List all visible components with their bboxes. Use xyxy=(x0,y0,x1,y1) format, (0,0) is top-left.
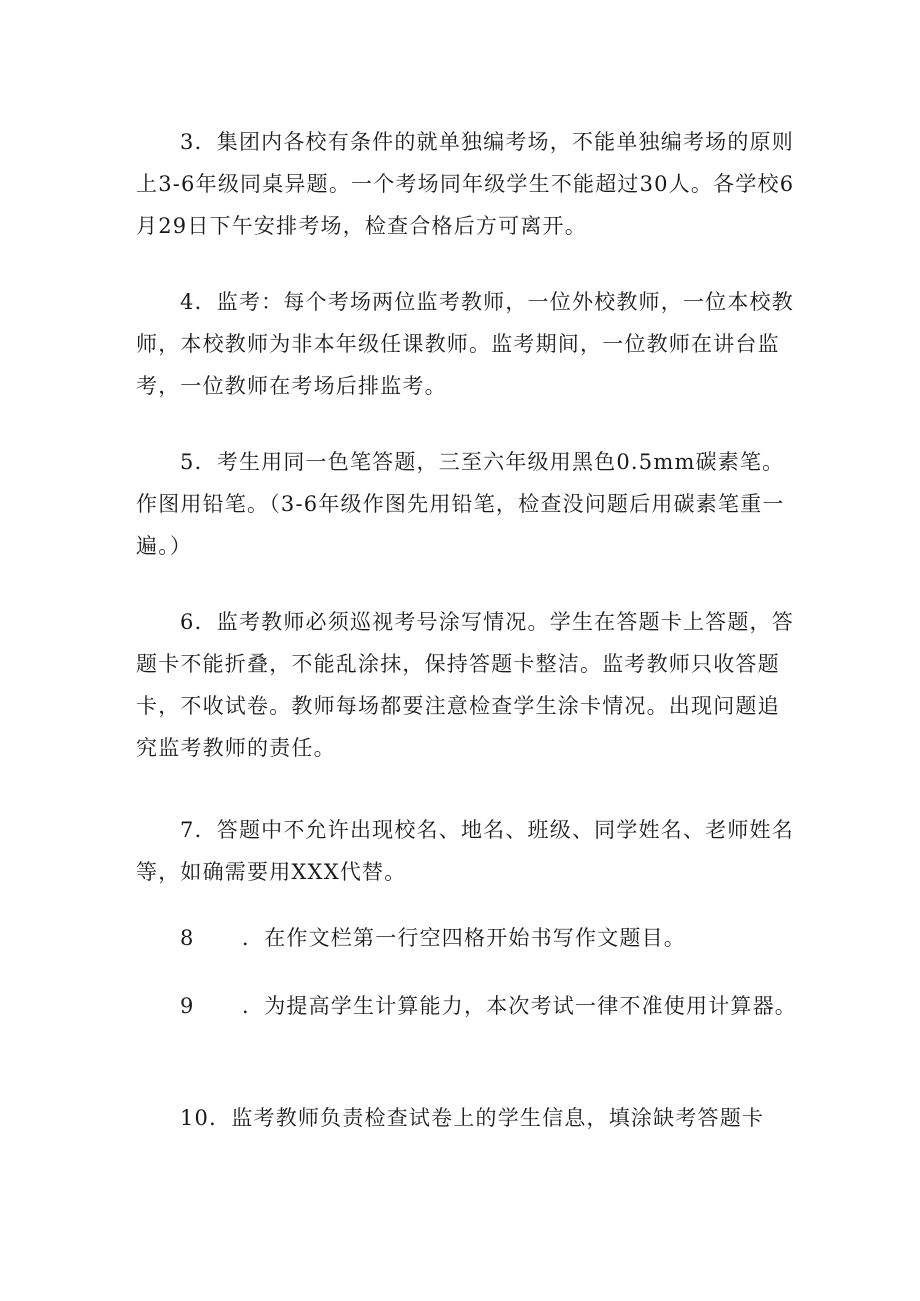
paragraph-8-text: ．在作文栏第一行空四格开始书写作文题目。 xyxy=(242,926,686,950)
paragraph-6-number: 6 xyxy=(180,610,195,634)
paragraph-9-number: 9 xyxy=(180,994,195,1018)
paragraph-4 xyxy=(136,281,800,407)
paragraph-6 xyxy=(136,601,800,769)
paragraph-10 xyxy=(136,1097,800,1139)
paragraph-10-number: 10 xyxy=(180,1106,210,1130)
paragraph-5-text: ．考生用同一色笔答题，三至六年级用黑色0.5mm碳素笔。作图用铅笔。（3-6年级作图先用铅笔，检查没问题后用碳素笔重一遍。） xyxy=(136,450,785,558)
paragraph-7-text: ．答题中不允许出现校名、地名、班级、同学姓名、老师姓名等，如确需要用XXX代替。 xyxy=(136,818,794,884)
paragraph-5 xyxy=(136,441,800,567)
paragraph-9 xyxy=(136,985,800,1027)
paragraph-7-number: 7 xyxy=(180,818,195,842)
paragraph-3 xyxy=(136,121,800,247)
paragraph-3-number: 3 xyxy=(180,130,195,154)
paragraph-4-number: 4 xyxy=(180,290,195,314)
paragraph-3-text: ．集团内各校有条件的就单独编考场，不能单独编考场的原则上3-6年级同桌异题。一个考场同年级学生不能超过30人。各学校6月29日下午安排考场，检查合格后方可离开。 xyxy=(136,130,795,238)
paragraph-8 xyxy=(136,917,800,959)
paragraph-4-text: ．监考：每个考场两位监考教师，一位外校教师，一位本校教师，本校教师为非本年级任课教师。监考期间，一位教师在讲台监考，一位教师在考场后排监考。 xyxy=(136,290,794,398)
paragraph-5-number: 5 xyxy=(180,450,195,474)
paragraph-7 xyxy=(136,809,800,893)
paragraph-6-text: ．监考教师必须巡视考号涂写情况。学生在答题卡上答题，答题卡不能折叠，不能乱涂抹，保持答题卡整洁。监考教师只收答题卡，不收试卷。教师每场都要注意检查学生涂卡情况。出现问题追究监考教师的责任。 xyxy=(136,610,794,760)
paragraph-10-text: ．监考教师负责检查试卷上的学生信息，填涂缺考答题卡 xyxy=(209,1106,765,1130)
paragraph-8-number: 8 xyxy=(180,926,195,950)
paragraph-9-text: ．为提高学生计算能力，本次考试一律不准使用计算器。 xyxy=(242,994,797,1018)
